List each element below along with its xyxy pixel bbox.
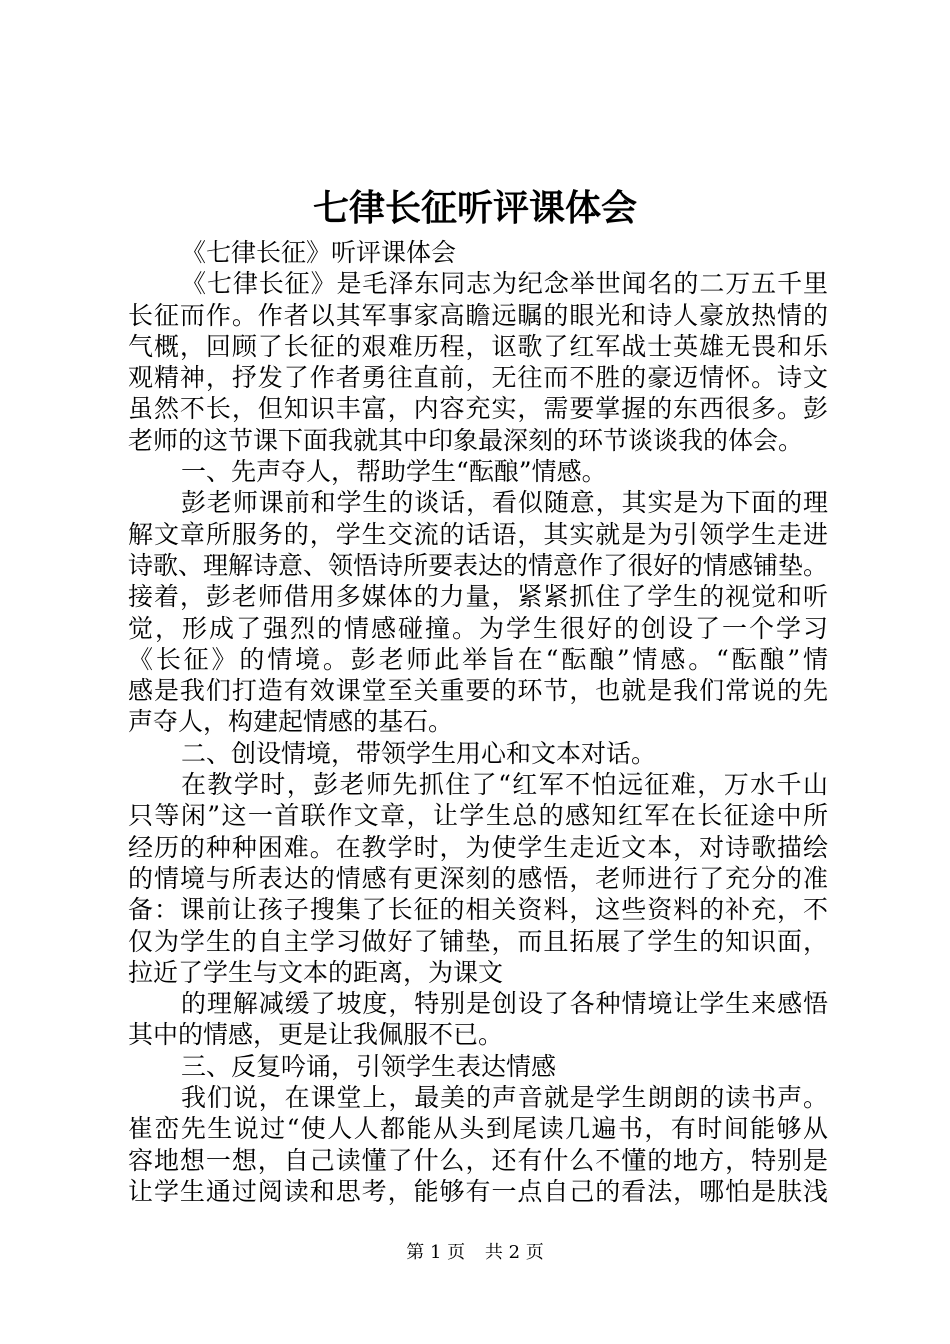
text-line: 声夺人，构建起情感的基石。 [128, 707, 454, 737]
text-line: 《七律长征》是毛泽东同志为纪念举世闻名的二万五千里 [181, 269, 828, 299]
text-line: 拉近了学生与文本的距离，为课文 [128, 957, 504, 987]
text-line: 解文章所服务的，学生交流的话语，其实就是为引领学生走进 [128, 519, 828, 549]
text-line: 接着，彭老师借用多媒体的力量，紧紧抓住了学生的视觉和听 [128, 582, 828, 612]
text-line: 三、反复吟诵，引领学生表达情感 [181, 1051, 557, 1081]
text-line: 一、先声夺人，帮助学生“酝酿”情感。 [181, 457, 607, 487]
text-line: 《长征》的情境。彭老师此举旨在“酝酿”情感。“酝酿”情 [128, 644, 828, 674]
text-line: 《七律长征》听评课体会 [181, 238, 457, 267]
text-line: 备：课前让孩子搜集了长征的相关资料，这些资料的补充，不 [128, 895, 828, 925]
page-footer [0, 1240, 950, 1266]
document-title: 七律长征听评课体会 [312, 187, 637, 229]
text-line: 其中的情感，更是让我佩服不已。 [128, 1020, 504, 1050]
text-line: 觉，形成了强烈的情感碰撞。为学生很好的创设了一个学习 [128, 613, 828, 643]
text-line: 的理解减缓了坡度，特别是创设了各种情境让学生来感悟 [181, 989, 828, 1019]
text-line: 的情境与所表达的情感有更深刻的感悟，老师进行了充分的准 [128, 863, 828, 893]
text-line: 二、创设情境，带领学生用心和文本对话。 [181, 738, 657, 768]
text-line: 我们说，在课堂上，最美的声音就是学生朗朗的读书声。 [181, 1083, 828, 1113]
text-line: 崔峦先生说过“使人人都能从头到尾读几遍书，有时间能够从 [128, 1114, 828, 1144]
text-line: 虽然不长，但知识丰富，内容充实，需要掌握的东西很多。彭 [128, 394, 828, 424]
text-line: 容地想一想，自己读懂了什么，还有什么不懂的地方，特别是 [128, 1145, 828, 1175]
text-line: 老师的这节课下面我就其中印象最深刻的环节谈谈我的体会。 [128, 425, 804, 455]
text-line: 彭老师课前和学生的谈话，看似随意，其实是为下面的理 [181, 488, 828, 518]
text-line: 仅为学生的自主学习做好了铺垫，而且拓展了学生的知识面， [128, 926, 828, 956]
text-line: 在教学时，彭老师先抓住了“红军不怕远征难，万水千山 [181, 770, 828, 800]
text-line: 气概，回顾了长征的艰难历程，讴歌了红军战士英雄无畏和乐 [128, 331, 828, 361]
text-line: 感是我们打造有效课堂至关重要的环节，也就是我们常说的先 [128, 676, 828, 706]
text-line: 观精神，抒发了作者勇往直前，无往而不胜的豪迈情怀。诗文 [128, 363, 828, 393]
text-line: 经历的种种困难。在教学时，为使学生走近文本，对诗歌描绘 [128, 832, 828, 862]
text-line: 只等闲”这一首联作文章，让学生总的感知红军在长征途中所 [128, 801, 828, 831]
text-line: 诗歌、理解诗意、领悟诗所要表达的情意作了很好的情感铺垫。 [128, 550, 829, 580]
page-total: 共 2 页 [484, 1242, 544, 1263]
text-line: 让学生通过阅读和思考，能够有一点自己的看法，哪怕是肤浅 [128, 1176, 828, 1206]
page-number: 第 1 页 [406, 1242, 466, 1263]
document-body [128, 237, 828, 1207]
text-line: 长征而作。作者以其军事家高瞻远瞩的眼光和诗人豪放热情的 [128, 300, 828, 330]
